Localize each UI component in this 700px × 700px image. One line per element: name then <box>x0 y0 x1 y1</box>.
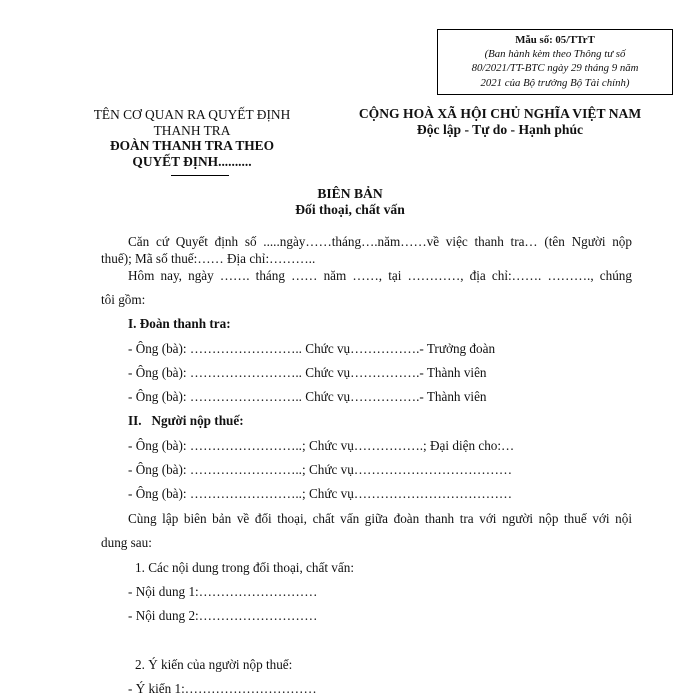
inspector-row: - Ông (bà): …………………….. Chức vụ…………….- Thành viên <box>128 389 487 404</box>
taxpayer-row: - Ông (bà): ……………………..; Chức vụ…………….; Đại diện cho:… <box>128 438 515 453</box>
section-taxpayer: II. Người nộp thuế: <box>128 413 244 428</box>
taxpayer-row: - Ông (bà): ……………………..; Chức vụ……………………………… <box>128 462 513 477</box>
issuer-header <box>62 107 322 169</box>
item-taxpayer-opinion: 2. Ý kiến của người nộp thuế: <box>135 657 293 672</box>
section-inspection-team: I. Đoàn thanh tra: <box>128 316 231 331</box>
form-note-line: 80/2021/TT-BTC ngày 29 tháng 9 năm <box>471 62 639 75</box>
inspector-row: - Ông (bà): …………………….. Chức vụ…………….- Trưởng đoàn <box>128 341 496 356</box>
document-title: BIÊN BẢN <box>317 186 383 201</box>
national-header <box>325 106 675 138</box>
inspector-row: - Ông (bà): …………………….. Chức vụ…………….- Thành viên <box>128 365 487 380</box>
document-title-block <box>150 186 550 218</box>
opinion-row: - Ý kiến 1:………………………… <box>128 681 317 696</box>
form-number-box <box>437 29 673 95</box>
issuer-divider <box>171 175 229 176</box>
content-row: - Nội dung 2:……………………… <box>128 608 318 623</box>
form-note-line: 2021 của Bộ trưởng Bộ Tài chính) <box>480 76 630 89</box>
form-note-line: (Ban hành kèm theo Thông tư số <box>484 48 626 61</box>
paragraph-basis-line1: Căn cứ Quyết định số .....ngày……tháng….năm……về việc thanh tra… (tên Người nộp <box>128 234 632 249</box>
paragraph-meeting-line1: Hôm nay, ngày ……. tháng …… năm ……, tại …………, địa chỉ:……. ………., chúng <box>128 268 632 283</box>
paragraph-joint-line2: dung sau: <box>101 535 152 550</box>
issuer-team-line2: QUYẾT ĐỊNH.......... <box>132 153 252 169</box>
taxpayer-row: - Ông (bà): ……………………..; Chức vụ……………………………… <box>128 486 513 501</box>
issuer-agency-line1: TÊN CƠ QUAN RA QUYẾT ĐỊNH <box>93 107 291 122</box>
paragraph-meeting-line2: tôi gồm: <box>101 292 146 307</box>
national-motto: Độc lập - Tự do - Hạnh phúc <box>416 122 584 137</box>
content-row: - Nội dung 1:……………………… <box>128 584 318 599</box>
national-title: CỘNG HOÀ XÃ HỘI CHỦ NGHĨA VIỆT NAM <box>358 106 642 121</box>
issuer-team-line1: ĐOÀN THANH TRA THEO <box>109 138 275 153</box>
form-number: Mẫu số: 05/TTrT <box>515 34 595 46</box>
issuer-agency-line2: THANH TRA <box>153 122 231 138</box>
document-subtitle: Đối thoại, chất vấn <box>295 202 405 217</box>
paragraph-basis-line2: thuế); Mã số thuế:…… Địa chỉ:……….. <box>101 251 316 266</box>
paragraph-joint-line1: Cùng lập biên bản về đối thoại, chất vấn giữa đoàn thanh tra với người nộp thuế với nội <box>128 511 632 526</box>
item-dialogue-contents: 1. Các nội dung trong đối thoại, chất vấn: <box>135 560 355 575</box>
